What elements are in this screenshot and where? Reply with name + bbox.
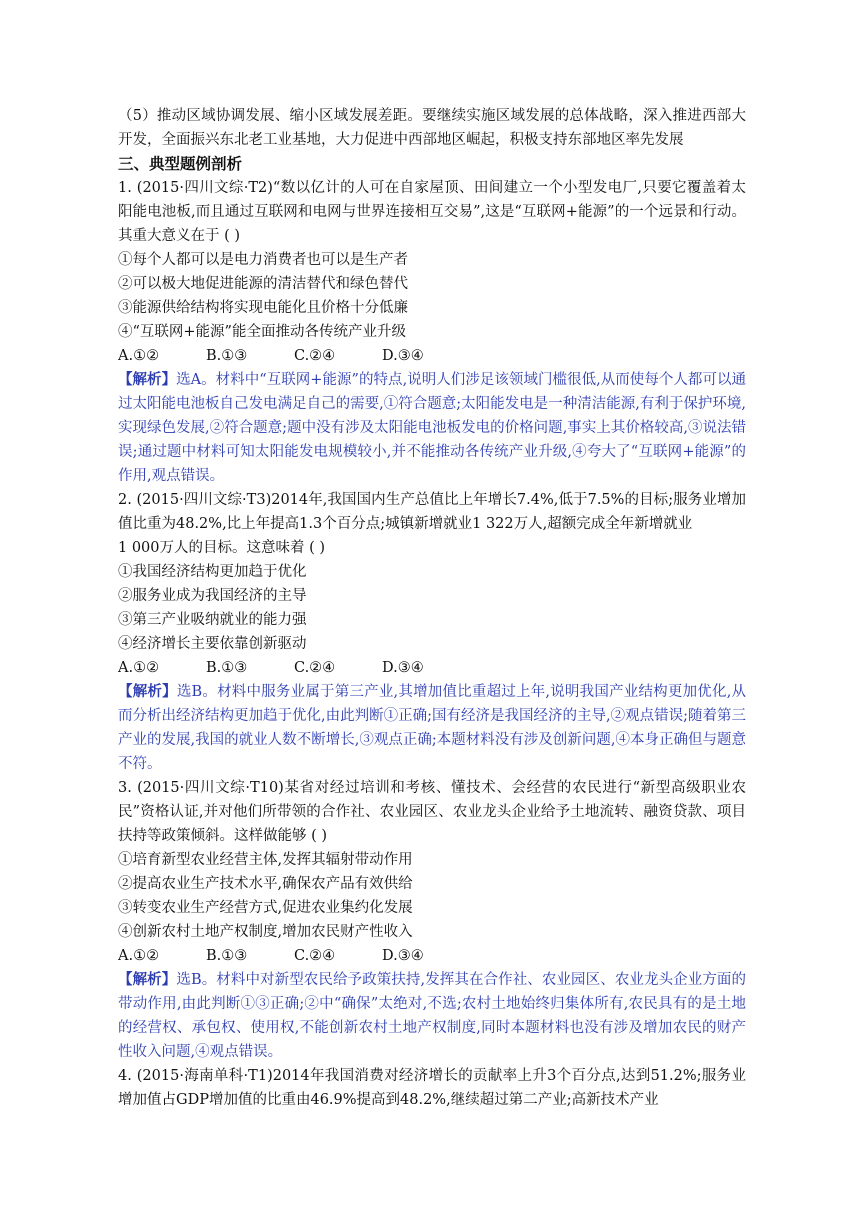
option-d: D.③④ xyxy=(382,948,424,964)
analysis-text: 选A。材料中“互联网+能源”的特点,说明人们涉足该领域门槛很低,从而使每个人都可以通过太阳能电池板自己发电满足自己的需要,①符合题意;太阳能发电是一种清洁能源,有利于保护环境,实现绿色发展,②符合题意;题中没有涉及太阳能电池板发电的价格问题,事实上其价格较高,③说法错误;通过题中材料可知太阳能发电规模较小,并不能推动各传统产业升级,④夸大了“互联网+能源”的作用,观点错误。 xyxy=(118,372,746,484)
option-c: C.②④ xyxy=(294,660,336,676)
choice-item: ②可以极大地促进能源的清洁替代和绿色替代 xyxy=(118,276,408,292)
option-b: B.①③ xyxy=(206,948,248,964)
analysis-text: 选B。材料中服务业属于第三产业,其增加值比重超过上年,说明我国产业结构更加优化,从而分析出经济结构更加趋于优化,由此判断①正确;国有经济是我国经济的主导,②观点错误;随着第三产业的发展,我国的就业人数不断增长,③观点正确;本题材料没有涉及创新问题,④本身正确但与题意不符。 xyxy=(118,684,747,772)
choice-item: ①培育新型农业经营主体,发挥其辐射带动作用 xyxy=(118,852,413,868)
choice-item: ①每个人都可以是电力消费者也可以是生产者 xyxy=(118,252,408,268)
choice-item: ②服务业成为我国经济的主导 xyxy=(118,588,307,604)
document-content xyxy=(118,104,746,1112)
analysis-tag: 【解析】 xyxy=(118,971,177,988)
analysis xyxy=(118,368,746,488)
answer-options xyxy=(118,656,746,680)
choice-item: ②提高农业生产技术水平,确保农产品有效供给 xyxy=(118,876,413,892)
choice-item: ④经济增长主要依靠创新驱动 xyxy=(118,636,307,652)
analysis-tag: 【解析】 xyxy=(118,683,177,700)
choice-item: ④创新农村土地产权制度,增加农民财产性收入 xyxy=(118,924,413,940)
analysis-text: 选B。材料中对新型农民给予政策扶持,发挥其在合作社、农业园区、农业龙头企业方面的带动作用,由此判断①③正确;②中“确保”太绝对,不选;农村土地始终归集体所有,农民具有的是土地的经营权、承包权、使用权,不能创新农村土地产权制度,同时本题材料也没有涉及增加农民的财产性收入问题,④观点错误。 xyxy=(118,972,747,1060)
choice-item: ③转变农业生产经营方式,促进农业集约化发展 xyxy=(118,900,413,916)
question-1 xyxy=(118,176,746,488)
analysis xyxy=(118,968,746,1064)
analysis xyxy=(118,680,746,776)
question-stem: 3. (2015·四川文综·T10)某省对经过培训和考核、懂技术、会经营的农民进行“新型高级职业农民”资格认证,并对他们所带领的合作社、农业园区、农业龙头企业给予土地流转、融资贷款、项目扶持等政策倾斜。这样做能够 ( ) xyxy=(118,780,746,844)
section-title: 三、典型题例剖析 xyxy=(118,154,243,173)
option-d: D.③④ xyxy=(382,660,424,676)
option-d: D.③④ xyxy=(382,348,424,364)
question-3 xyxy=(118,776,746,1064)
question-4 xyxy=(118,1064,746,1112)
option-b: B.①③ xyxy=(206,348,248,364)
answer-options xyxy=(118,344,746,368)
question-stem: 2. (2015·四川文综·T3)2014年,我国国内生产总值比上年增长7.4%,低于7.5%的目标;服务业增加值比重为48.2%,比上年提高1.3个百分点;城镇新增就业1 322万人,超额完成全年新增就业 xyxy=(118,492,746,532)
option-c: C.②④ xyxy=(294,348,336,364)
choice-item: ④“互联网+能源”能全面推动各传统产业升级 xyxy=(118,324,406,340)
question-2 xyxy=(118,488,746,776)
option-a: A.①② xyxy=(118,660,160,676)
option-b: B.①③ xyxy=(206,660,248,676)
question-stem-continued: 1 000万人的目标。这意味着 ( ) xyxy=(118,540,326,556)
option-a: A.①② xyxy=(118,348,160,364)
choice-item: ③第三产业吸纳就业的能力强 xyxy=(118,612,307,628)
question-stem: 4. (2015·海南单科·T1)2014年我国消费对经济增长的贡献率上升3个百分点,达到51.2%;服务业增加值占GDP增加值的比重由46.9%提高到48.2%,继续超过第二产业;高新技术产业 xyxy=(118,1068,746,1108)
option-a: A.①② xyxy=(118,948,160,964)
analysis-tag: 【解析】 xyxy=(118,371,177,388)
question-stem: 1. (2015·四川文综·T2)“数以亿计的人可在自家屋顶、田间建立一个小型发电厂,只要它覆盖着太阳能电池板,而且通过互联网和电网与世界连接相互交易”,这是“互联网+能源”的一个远景和行动。其重大意义在于 ( ) xyxy=(118,180,746,244)
option-c: C.②④ xyxy=(294,948,336,964)
choice-item: ①我国经济结构更加趋于优化 xyxy=(118,564,307,580)
intro-item-5: （5）推动区域协调发展、缩小区域发展差距。要继续实施区域发展的总体战略，深入推进西部大开发，全面振兴东北老工业基地，大力促进中西部地区崛起，积极支持东部地区率先发展 xyxy=(118,108,746,148)
answer-options xyxy=(118,944,746,968)
choice-item: ③能源供给结构将实现电能化且价格十分低廉 xyxy=(118,300,408,316)
